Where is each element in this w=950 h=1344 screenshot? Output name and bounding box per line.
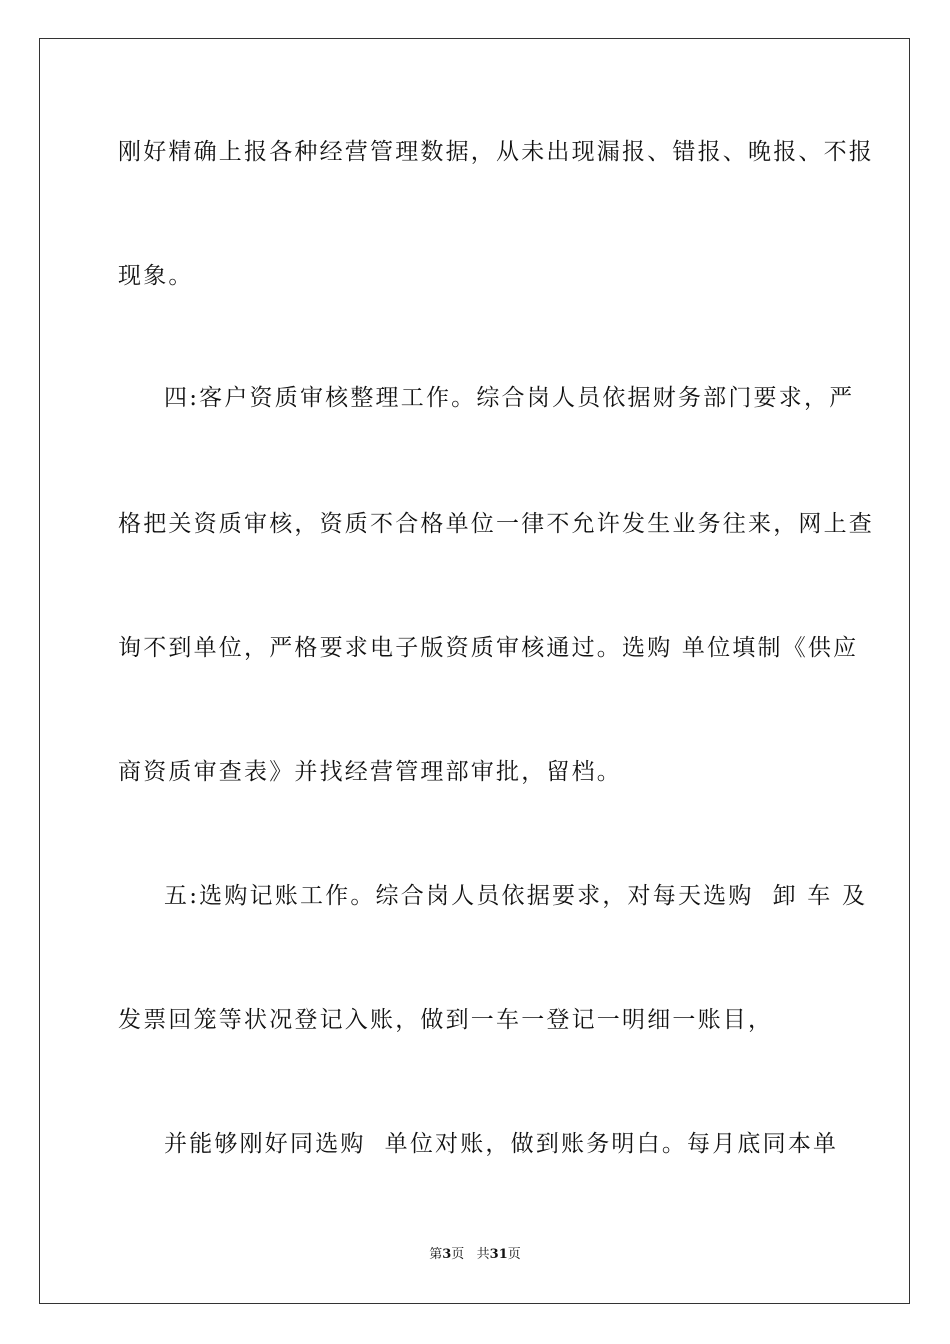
- body-text-line-9: 并能够刚好同选购 单位对账，做到账务明白。每月底同本单: [164, 1131, 839, 1157]
- body-text-line-3: 四:客户资质审核整理工作。综合岗人员依据财务部门要求，严: [164, 385, 855, 411]
- footer-total-pages: 31: [489, 1247, 508, 1262]
- page-border: [39, 38, 910, 1304]
- page-footer: [0, 1247, 950, 1263]
- footer-middle: 页 共: [451, 1247, 490, 1262]
- footer-suffix: 页: [507, 1247, 521, 1262]
- body-text-line-8: 发票回笼等状况登记入账，做到一车一登记一明细一账目，: [118, 1007, 774, 1033]
- body-text-line-7: 五:选购记账工作。综合岗人员依据要求，对每天选购 卸 车 及: [164, 883, 868, 909]
- footer-current-page: 3: [442, 1247, 452, 1262]
- body-text-line-1: 刚好精确上报各种经营管理数据，从未出现漏报、错报、晚报、不报: [118, 139, 874, 165]
- body-text-line-4: 格把关资质审核，资质不合格单位一律不允许发生业务往来，网上查: [118, 511, 874, 537]
- body-text-line-2: 现象。: [118, 263, 194, 289]
- footer-prefix: 第: [429, 1247, 443, 1262]
- body-text-line-6: 商资质审查表》并找经营管理部审批，留档。: [118, 759, 622, 785]
- body-text-line-5: 询不到单位，严格要求电子版资质审核通过。选购 单位填制《供应: [118, 635, 859, 661]
